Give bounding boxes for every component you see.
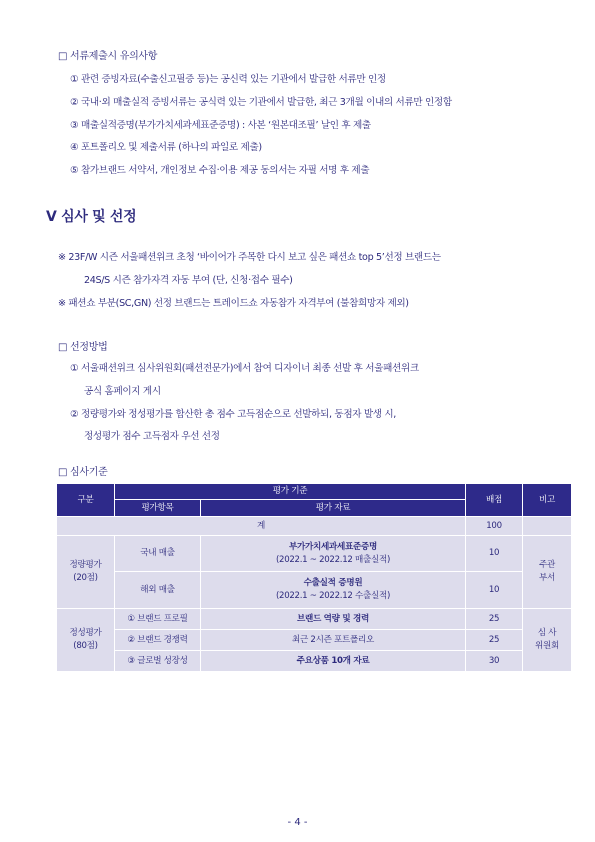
criteria-table [56, 483, 572, 672]
total-remark [523, 517, 572, 536]
eval-score: 10 [466, 536, 523, 572]
eval-score: 10 [466, 572, 523, 609]
qualitative-remark [523, 609, 572, 672]
eval-item: 국내 매출 [115, 536, 201, 572]
selection-line-4: 정성평가 점수 고득점자 우선 선정 [84, 431, 220, 442]
eval-material-main: 부가가치세과세표준증명 [288, 541, 378, 552]
quantitative-points: (20점) [73, 573, 98, 583]
eval-item: ① 브랜드 프로필 [115, 609, 201, 630]
section-heading: Ⅴ 심사 및 선정 [46, 209, 137, 225]
selection-line-1: ① 서울패션위크 심사위원회(패션전문가)에서 참여 디자이너 최종 선발 후 서울패션위크 [70, 363, 419, 374]
total-label: 계 [57, 517, 466, 536]
eval-item: ③ 글로벌 성장성 [115, 651, 201, 672]
table-row [57, 572, 572, 609]
eval-score: 25 [466, 609, 523, 630]
qualitative-remark-line1: 심 사 [537, 628, 557, 638]
eval-item: 해외 매출 [115, 572, 201, 609]
quantitative-remark-line2: 부서 [539, 573, 556, 583]
submission-note-3: ③ 매출실적증명(부가가치세과세표준증명) : 사본 ‘원본대조필’ 날인 후 제출 [70, 120, 371, 131]
table-row [57, 609, 572, 630]
qualitative-category [57, 609, 115, 672]
eval-material: 주요상품 10개 자료 [201, 651, 466, 672]
submission-note-4: ④ 포트폴리오 및 제출서류 (하나의 파일로 제출) [70, 142, 262, 153]
table-header-row [57, 484, 572, 500]
table-row [57, 630, 572, 651]
selection-title: □ 선정방법 [58, 342, 108, 353]
eval-score: 30 [466, 651, 523, 672]
quantitative-remark [523, 536, 572, 609]
selection-line-2: 공식 홈페이지 게시 [84, 386, 161, 397]
table-row-total [57, 517, 572, 536]
quantitative-remark-line1: 주관 [539, 560, 556, 570]
note-2: ※ 패션쇼 부분(SC,GN) 선정 브랜드는 트레이드쇼 자동참가 자격부여 (불참희망자 제외) [58, 298, 409, 309]
table-row [57, 651, 572, 672]
header-score: 배점 [466, 484, 523, 517]
qualitative-label: 정성평가 [69, 628, 102, 638]
note-1: ※ 23F/W 시즌 서울패션위크 초청 ‘바이어가 주목한 다시 보고 싶은 패션쇼 top 5’선정 브랜드는 [58, 252, 441, 263]
eval-material-main: 수출실적 증명원 [303, 578, 363, 588]
eval-material [201, 572, 466, 609]
page-number: - 4 - [287, 817, 308, 828]
submission-note-2: ② 국내·외 매출실적 증빙서류는 공식력 있는 기관에서 발급한, 최근 3개월 이내의 서류만 인정함 [70, 97, 452, 108]
submission-notes-title: □ 서류제출시 유의사항 [58, 51, 158, 62]
total-score: 100 [466, 517, 523, 536]
qualitative-points: (80점) [73, 641, 98, 651]
eval-material-period: (2022.1 ~ 2022.12 수출실적) [276, 591, 391, 601]
selection-line-3: ② 정량평가와 정성평가를 합산한 총 점수 고득점순으로 선발하되, 동점자 발생 시, [70, 409, 397, 420]
eval-item: ② 브랜드 경쟁력 [115, 630, 201, 651]
header-remark: 비고 [523, 484, 572, 517]
submission-note-5: ⑤ 참가브랜드 서약서, 개인정보 수집·이용 제공 동의서는 자필 서명 후 제출 [70, 165, 370, 176]
eval-material: 브랜드 역량 및 경력 [201, 609, 466, 630]
header-eval-material: 평가 자료 [201, 500, 466, 517]
header-eval-criteria: 평가 기준 [115, 484, 466, 500]
header-eval-item: 평가항목 [115, 500, 201, 517]
header-category: 구분 [57, 484, 115, 517]
quantitative-label: 정량평가 [69, 560, 102, 570]
eval-material [201, 536, 466, 572]
eval-score: 25 [466, 630, 523, 651]
note-1-continued: 24S/S 시즌 참가자격 자동 부여 (단, 신청·접수 필수) [84, 275, 293, 286]
submission-note-1: ① 관련 증빙자료(수출신고필증 등)는 공신력 있는 기관에서 발급한 서류만 인정 [70, 74, 386, 85]
eval-material: 최근 2시즌 포트폴리오 [201, 630, 466, 651]
criteria-title: □ 심사기준 [58, 467, 108, 478]
qualitative-remark-line2: 위원회 [535, 641, 560, 651]
quantitative-category [57, 536, 115, 609]
eval-material-period: (2022.1 ~ 2022.12 매출실적) [276, 554, 391, 565]
table-row [57, 536, 572, 572]
